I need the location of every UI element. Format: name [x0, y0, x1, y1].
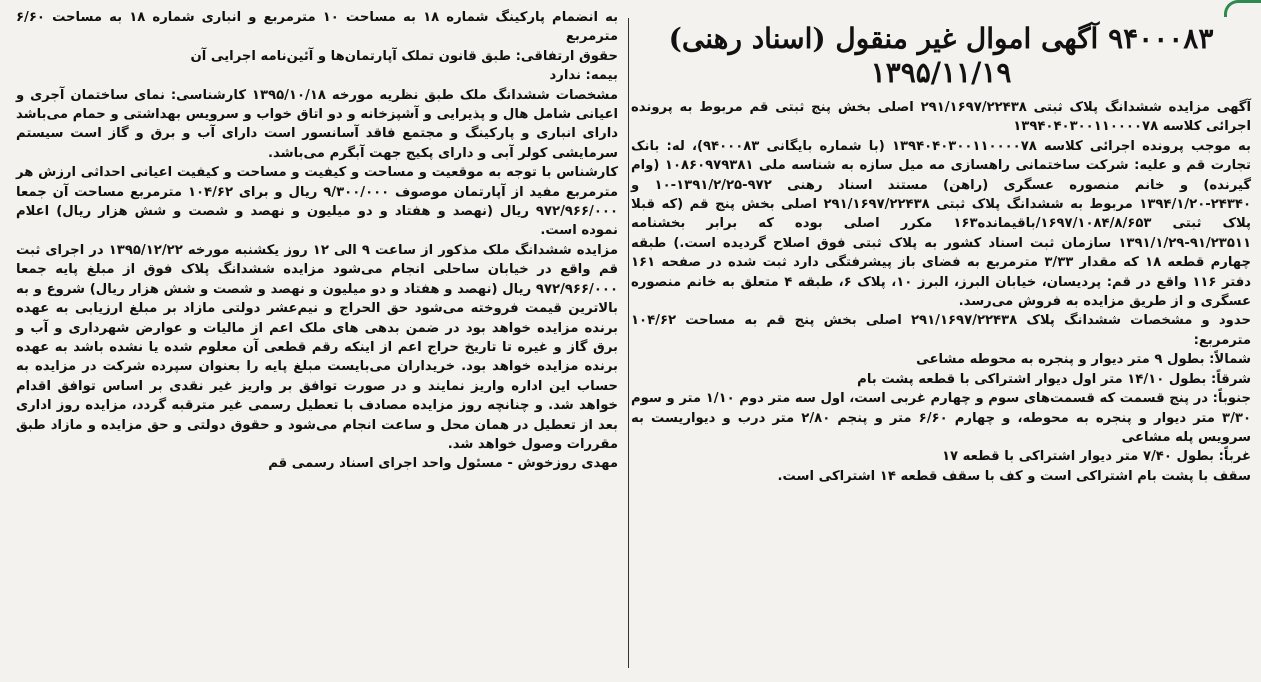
parking-storage: به انضمام پارکینگ شماره ۱۸ به مساحت ۱۰ مترمربع و انباری شماره ۱۸ به مساحت ۶/۶۰ مترمربع [16, 10, 619, 45]
notice-intro: آگهی مزایده ششدانگ پلاک ثبتی ۲۹۱/۱۶۹۷/۲۲۴۳۸ اصلی بخش پنج ثبتی قم مربوط به پرونده اجرائی کلاسه ۱۳۹۴۰۴۰۳۰۰۱۱۰۰۰۰۷۸ [631, 100, 1251, 135]
column-divider [628, 18, 629, 668]
signature: مهدی روزخوش - مسئول واحد اجرای اسناد رسمی قم [268, 456, 618, 472]
notice-case-details: به موجب پرونده اجرائی کلاسه ۱۳۹۴۰۴۰۳۰۰۱۱۰۰۰۰۷۸ (با شماره بایگانی ۹۴۰۰۰۸۳)، له: بانک تجارت قم و علیه: شرکت ساختمانی راهسازی مه میل سازه به شناسه ملی ۱۰۸۶۰۹۷۹۳۸۱ (وام گیرنده) و خانم منصوره عسگری (راهن) مستند اسناد رهنی ۹۷۲-۱۳۹۱/۲/۲۵-۱۰ و ۲۴۳۴۰-۱۳۹۴/۱/۲۰ مربوط به ششدانگ پلاک ثبتی ۲۹۱/۱۶۹۷/۲۲۴۳۸ اصلی بخش پنج قم (که قبلا پلاک ثبتی ۱۶۹۷/۱۰۸۴/۸/۶۵۳/باقیمانده۱۶۳ مکرر اصلی بوده که برابر بخشنامه ۹۱/۲۳۵۱۱-۱۳۹۱/۱/۲۹ سازمان ثبت اسناد کشور به پلاک ثبتی فوق اصلاح گردیده است.) طبقه چهارم قطعه ۱۸ که مقدار ۳/۳۳ مترمربع به فضای باز پیشرفتگی دارد ثبت شده در صفحه ۱۶۱ دفتر ۱۱۶ واقع در قم: پردیسان، خیابان البرز، البرز ۱۰، پلاک ۶، طبقه ۴ متعلق به خانم منصوره عسگری و از طریق مزایده به فروش می‌رسد. [631, 138, 1252, 310]
right-column [631, 8, 1251, 674]
border-north: شمالاً: بطول ۹ متر دیوار و پنجره به محوطه مشاعی [916, 352, 1251, 368]
property-specs: مشخصات ششدانگ ملک طبق نظریه مورخه ۱۳۹۵/۱۰/۱۸ کارشناسی: نمای ساختمان آجری و اعیانی شامل هال و پذیرایی و آشپزخانه و دو اتاق خواب و سرویس بهداشتی و حمام می‌باشد دارای انباری و پارکینگ و مجتمع فاقد آسانسور است دارای آب و برق و گاز است سیستم سرمایشی کولر آبی و دارای پکیج جهت آبگرم می‌باشد. [16, 87, 618, 161]
auction-terms: مزایده ششدانگ ملک مذکور از ساعت ۹ الی ۱۲ روز یکشنبه مورخه ۱۳۹۵/۱۲/۲۲ در اجرای ثبت قم واقع در خیابان ساحلی انجام می‌شود مزایده ششدانگ پلاک فوق از مبلغ پایه جمعا ۹۷۲/۹۶۶/۰۰۰ ریال (نهصد و هفتاد و دو میلیون و نهصد و شصت و شش هزار ریال) شروع و به بالاترین قیمت فروخته می‌شود حق الحراج و نیم‌عشر دولتی مازاد بر مبلغ ارزیابی به عهده برنده مزایده خواهد بود در ضمن بدهی های ملک اعم از مالیات و عوارض شهرداری و آب و برق گاز و غیره تا تاریخ حراج اعم از اینکه رقم قطعی آن معلوم شده یا نشده باشد به عهده برنده مزایده خواهد بود. خریداران می‌بایست مبلغ پایه را بعنوان سپرده شرکت در مزایده به حساب این اداره واریز نمایند و در صورت توافق بر واریز غیر نقدی بر اساس توافق اقدام خواهد شد. و چنانچه روز مزایده مصادف با تعطیل رسمی غیر مترقبه گردد، مزایده روز اداری بعد از تعطیل در همان محل و ساعت انجام می‌شود و حقوق دولتی و حق مزایده و مازاد طبق مقررات وصول خواهد شد. [16, 242, 619, 452]
border-ceiling: سقف با پشت بام اشتراکی است و کف با سقف قطعه ۱۴ اشتراکی است. [777, 468, 1251, 484]
insurance: بیمه: ندارد [549, 68, 618, 84]
easement-rights: حقوق ارتفاقی: طبق قانون تملک آپارتمان‌ها و آئین‌نامه اجرایی آن [190, 48, 618, 64]
border-west: غرباً: بطول ۷/۴۰ متر دیوار اشتراکی با قطعه ۱۷ [941, 449, 1251, 465]
notice-title: ۹۴۰۰۰۸۳ آگهی اموال غیر منقول (اسناد رهنی) [668, 22, 1214, 55]
border-east: شرقاً: بطول ۱۴/۱۰ متر اول دیوار اشتراکی با قطعه پشت بام [857, 371, 1251, 387]
border-south: جنوباً: در پنج قسمت که قسمت‌های سوم و چهارم غربی است، اول سه متر دوم ۱/۱۰ متر و سوم ۳/۳۰ متر دیوار و پنجره به محوطه، و چهارم ۶/۶۰ متر و پنجم ۲/۸۰ متر درب و دیواریست به سرویس پله مشاعی [631, 391, 1251, 445]
appraisal: کارشناس با توجه به موقعیت و مساحت و کیفیت و مساحت و کیفیت اعیانی احداثی ارزش هر مترمربع مفید از آپارتمان موصوف ۹/۳۰۰/۰۰۰ ریال و برای ۱۰۴/۶۲ مترمربع مساحت آن جمعا ۹۷۲/۹۶۶/۰۰۰ ریال (نهصد و هفتاد و دو میلیون و نهصد و شصت و شش هزار ریال) اعلام نموده است. [16, 165, 619, 239]
notice-boundaries-heading: حدود و مشخصات ششدانگ پلاک ۲۹۱/۱۶۹۷/۲۲۴۳۸ اصلی بخش پنج قم به مساحت ۱۰۴/۶۲ مترمربع: [631, 313, 1251, 348]
notice-date: ۱۳۹۵/۱۱/۱۹ [870, 56, 1012, 89]
left-column [16, 8, 618, 674]
